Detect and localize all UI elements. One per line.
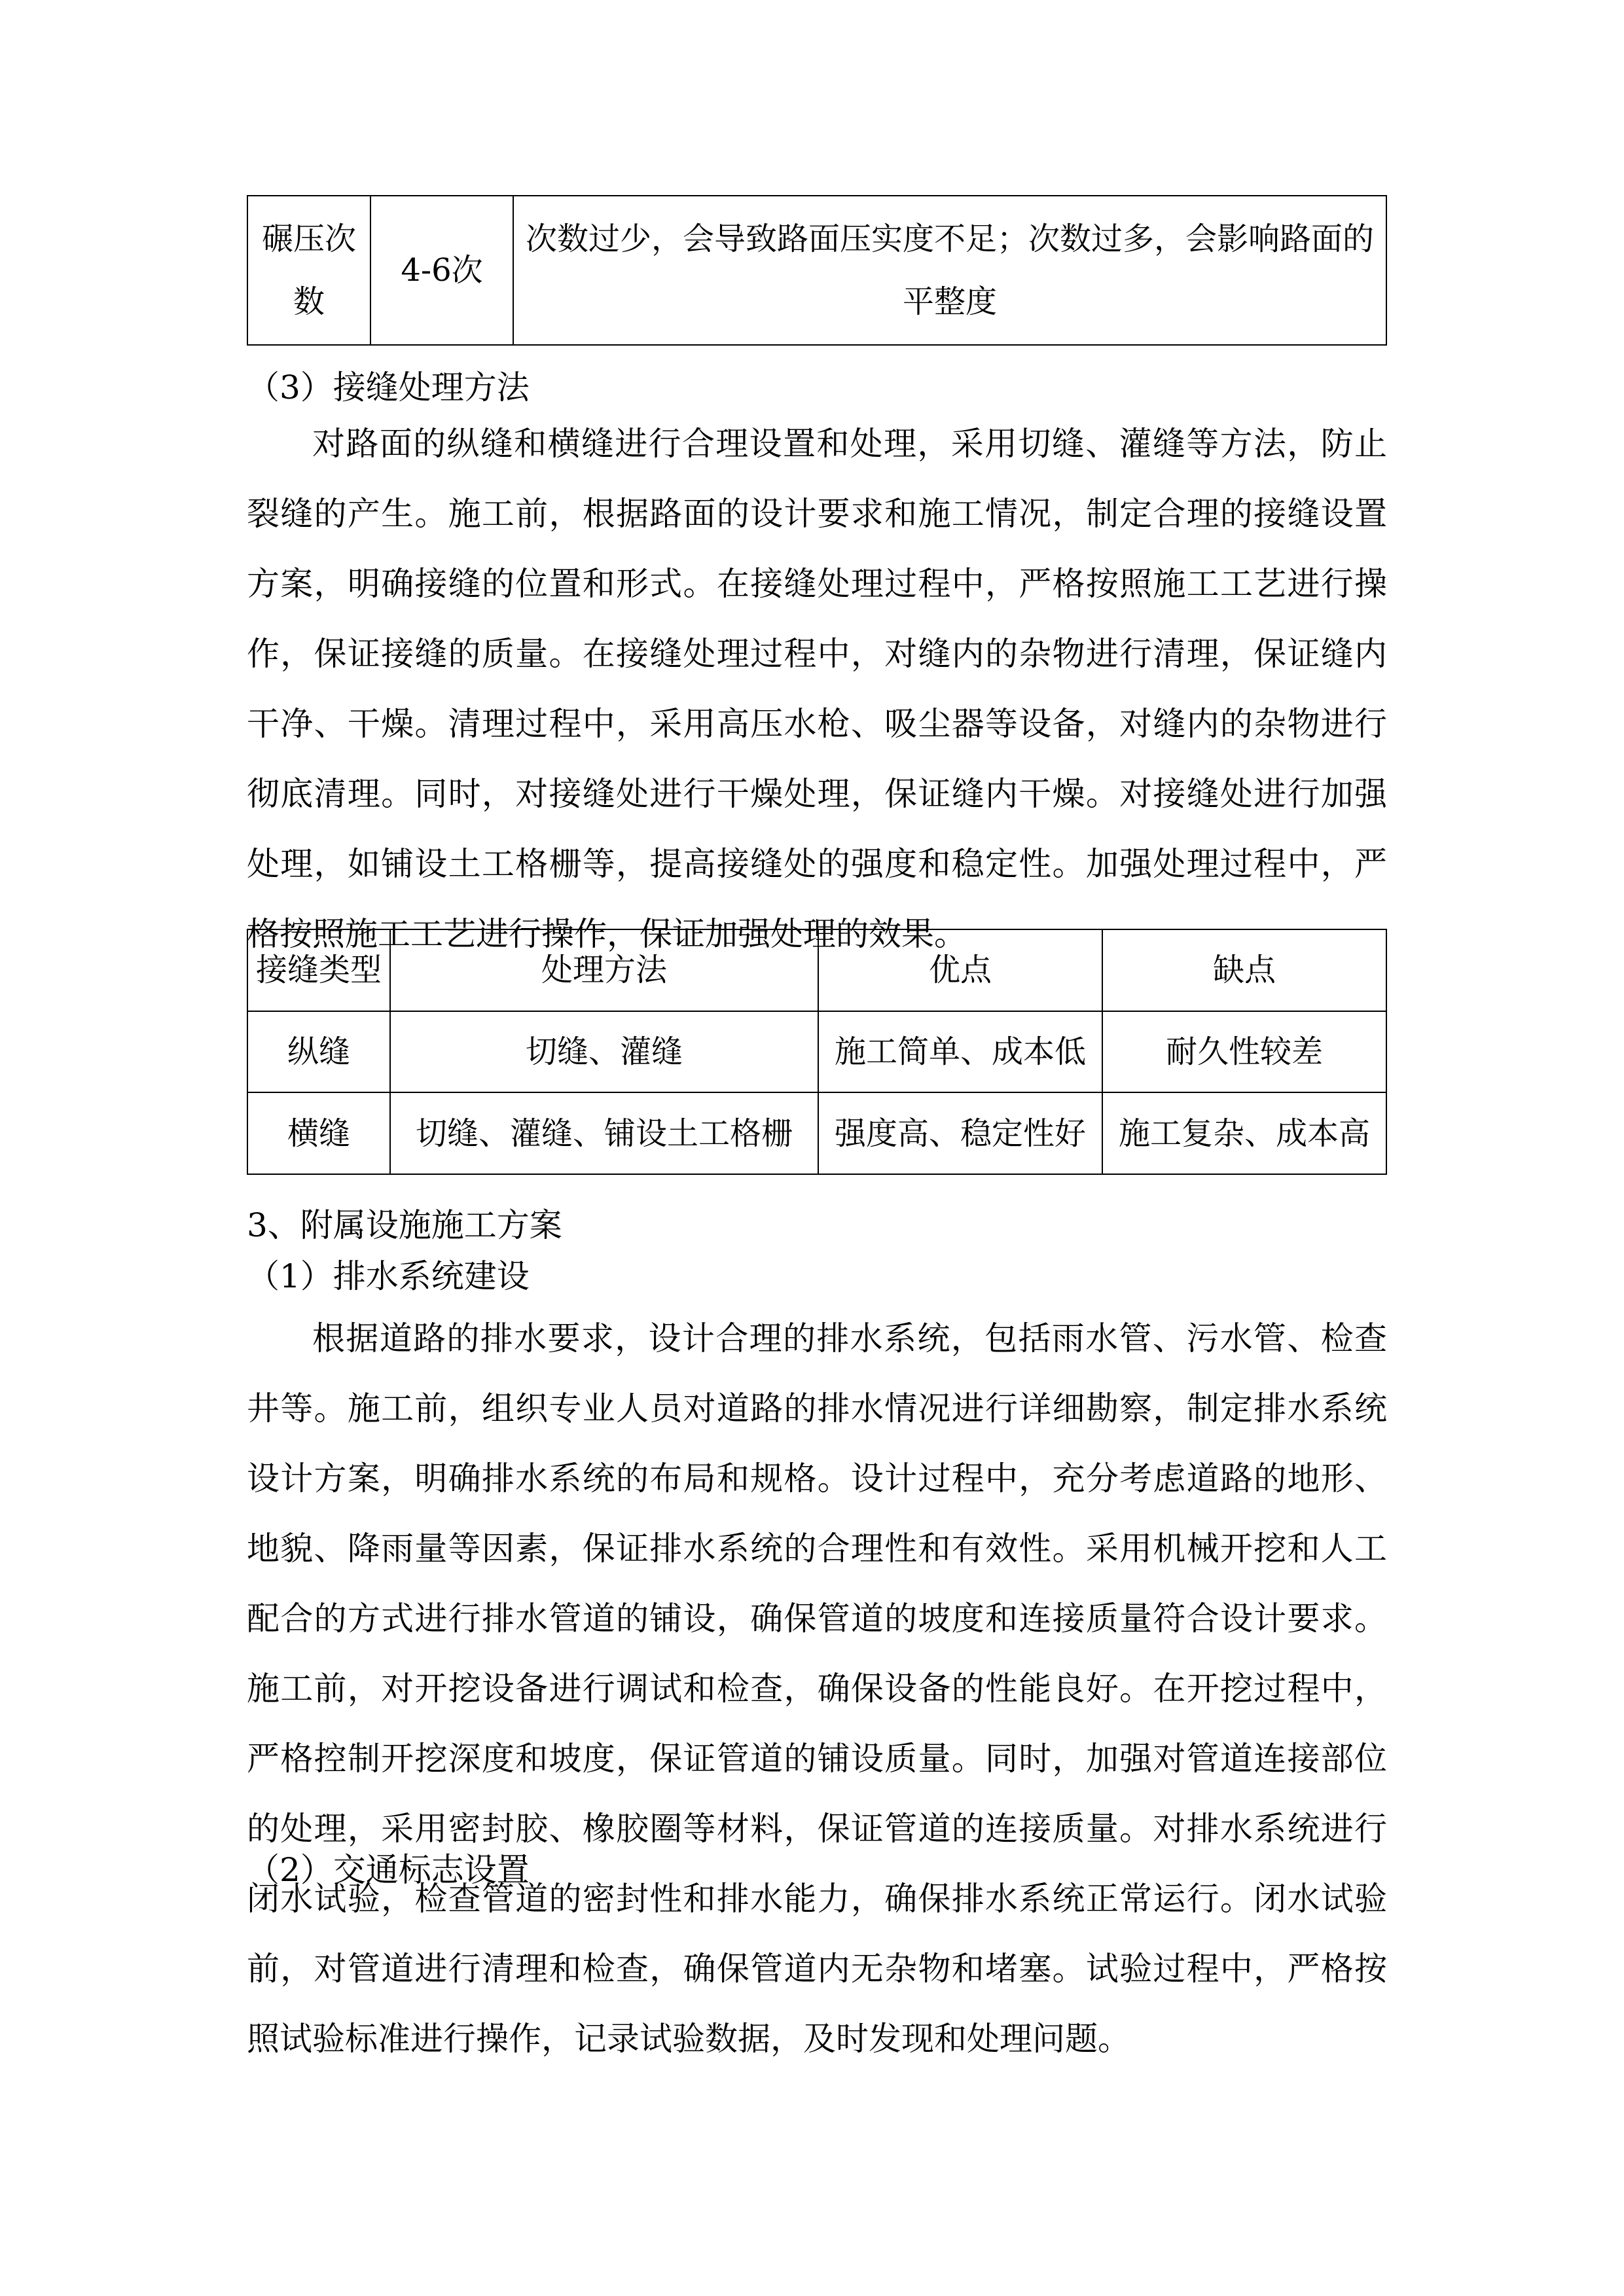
joint-heading: （3）接缝处理方法 xyxy=(247,368,530,406)
drainage-heading: （1）排水系统建设 xyxy=(247,1257,530,1295)
table-cell: 切缝、灌缝、铺设土工格栅 xyxy=(390,1092,818,1174)
table-cell: 施工复杂、成本高 xyxy=(1102,1092,1386,1174)
joint-table xyxy=(247,929,1387,1175)
drainage-paragraph: 根据道路的排水要求，设计合理的排水系统，包括雨水管、污水管、检查井等。施工前，组织专业人员对道路的排水情况进行详细勘察，制定排水系统设计方案，明确排水系统的布局和规格。设计过程中，充分考虑道路的地形、地貌、降雨量等因素，保证排水系统的合理性和有效性。采用机械开挖和人工配合的方式进行排水管道的铺设，确保管道的坡度和连接质量符合设计要求。施工前，对开挖设备进行调试和检查，确保设备的性能良好。在开挖过程中，严格控制开挖深度和坡度，保证管道的铺设质量。同时，加强对管道连接部位的处理，采用密封胶、橡胶圈等材料，保证管道的连接质量。对排水系统进行闭水试验，检查管道的密封性和排水能力，确保排水系统正常运行。闭水试验前，对管道进行清理和检查，确保管道内无杂物和堵塞。试验过程中，严格按照试验标准进行操作，记录试验数据，及时发现和处理问题。 xyxy=(247,1319,1387,2058)
traffic-sign-heading: （2）交通标志设置 xyxy=(247,1851,530,1889)
table-cell: 施工简单、成本低 xyxy=(818,1011,1102,1093)
table-row xyxy=(247,1092,1386,1174)
table-row xyxy=(247,196,1386,345)
header-advantage: 优点 xyxy=(818,929,1102,1011)
table-row xyxy=(247,1011,1386,1093)
section-heading: 3、附属设施施工方案 xyxy=(247,1206,562,1244)
table-cell: 强度高、稳定性好 xyxy=(818,1092,1102,1174)
joint-paragraph: 对路面的纵缝和横缝进行合理设置和处理，采用切缝、灌缝等方法，防止裂缝的产生。施工前，根据路面的设计要求和施工情况，制定合理的接缝设置方案，明确接缝的位置和形式。在接缝处理过程中，严格按照施工工艺进行操作，保证接缝的质量。在接缝处理过程中，对缝内的杂物进行清理，保证缝内干净、干燥。清理过程中，采用高压水枪、吸尘器等设备，对缝内的杂物进行彻底清理。同时，对接缝处进行干燥处理，保证缝内干燥。对接缝处进行加强处理，如铺设土工格栅等，提高接缝处的强度和稳定性。加强处理过程中，严格按照施工工艺进行操作，保证加强处理的效果。 xyxy=(247,425,1387,953)
table-cell: 耐久性较差 xyxy=(1102,1011,1386,1093)
table-header-row xyxy=(247,929,1386,1011)
header-disadvantage: 缺点 xyxy=(1102,929,1386,1011)
header-joint-type: 接缝类型 xyxy=(247,929,390,1011)
header-method: 处理方法 xyxy=(390,929,818,1011)
table-cell: 纵缝 xyxy=(247,1011,390,1093)
table-cell-value: 4-6次 xyxy=(370,196,513,345)
compaction-table xyxy=(247,195,1387,346)
table-cell: 切缝、灌缝 xyxy=(390,1011,818,1093)
table-cell-note: 次数过少，会导致路面压实度不足；次数过多，会影响路面的平整度 xyxy=(513,196,1386,345)
table-cell: 横缝 xyxy=(247,1092,390,1174)
table-cell-item: 碾压次数 xyxy=(247,196,370,345)
